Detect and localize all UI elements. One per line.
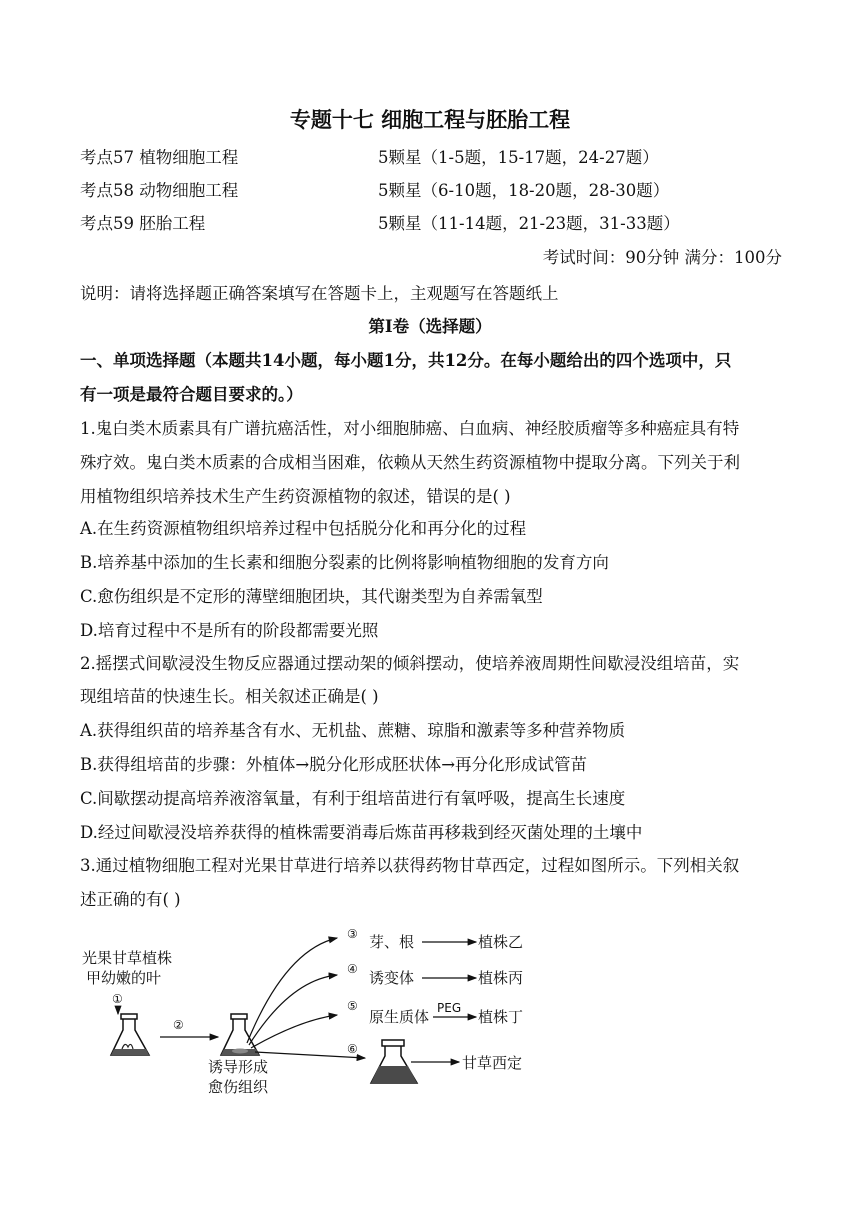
kaodian-58-name: 考点58 动物细胞工程 [80, 181, 239, 200]
branch-5-result: 植株丁 [478, 1008, 524, 1026]
exam-info: 考试时间：90分钟 满分：100分 [542, 248, 782, 267]
branch-5-arrow [251, 1015, 337, 1048]
branch-5-source: 原生质体 [369, 1008, 430, 1026]
branch-4-result: 植株丙 [478, 969, 524, 987]
kaodian-59-info: 5颗星（11-14题，21-23题，31-33题） [378, 214, 680, 233]
step-5-marker: ⑤ [347, 999, 358, 1013]
branch-6-arrow [255, 1052, 365, 1058]
question-3-line1: 3.通过植物细胞工程对光果甘草进行培养以获得药物甘草西定，过程如图所示。下列相关叙 [80, 856, 740, 875]
question-1-option-c: C.愈伤组织是不定形的薄壁细胞团块，其代谢类型为自养需氧型 [80, 587, 543, 606]
question-1-line2: 殊疗效。鬼白类木质素的合成相当困难，依赖从天然生药资源植物中提取分离。下列关于利 [80, 453, 740, 472]
branch-6-result: 甘草西定 [462, 1054, 523, 1072]
step-3-marker: ③ [347, 927, 358, 941]
branch-4-arrow [249, 975, 337, 1045]
question-3-line2: 述正确的有( ) [80, 890, 181, 909]
step-1-marker: ① [112, 992, 123, 1006]
branch-3-arrow [247, 938, 337, 1043]
question-2-line2: 现组培苗的快速生长。相关叙述正确是( ) [80, 687, 379, 706]
callus-label-line2: 愈伤组织 [208, 1078, 269, 1096]
question-1-line3: 用植物组织培养技术生产生药资源植物的叙述，错误的是( ) [80, 487, 511, 506]
callus-label-line1: 诱导形成 [208, 1058, 269, 1076]
flask-1-icon [111, 1014, 149, 1055]
flask-2-icon [221, 1014, 259, 1055]
question-2-line1: 2.摇摆式间歇浸没生物反应器通过摆动架的倾斜摆动，使培养液周期性间歇浸没组培苗，实 [80, 654, 740, 673]
question-1-option-d: D.培育过程中不是所有的阶段都需要光照 [80, 621, 379, 640]
kaodian-57-name: 考点57 植物细胞工程 [80, 148, 239, 167]
step-4-marker: ④ [347, 962, 358, 976]
flask-3-icon [371, 1040, 417, 1083]
section-heading-line2: 有一项是最符合题目要求的。） [80, 385, 303, 404]
page-title: 专题十七 细胞工程与胚胎工程 [289, 108, 571, 132]
plant-label-line1: 光果甘草植株 [82, 949, 173, 967]
peg-label: PEG [437, 1001, 462, 1015]
question-2-option-d: D.经过间歇浸没培养获得的植株需要消毒后炼苗再移栽到经灭菌处理的土壤中 [80, 823, 643, 842]
kaodian-57-info: 5颗星（1-5题，15-17题，24-27题） [378, 148, 659, 167]
kaodian-59-name: 考点59 胚胎工程 [80, 214, 206, 233]
question-1-line1: 1.鬼白类木质素具有广谱抗癌活性，对小细胞肺癌、白血病、神经胶质瘤等多种癌症具有特 [80, 419, 740, 438]
question-2-option-b: B.获得组培苗的步骤：外植体→脱分化形成胚状体→再分化形成试管苗 [80, 755, 588, 774]
branch-3-result: 植株乙 [478, 933, 524, 951]
branch-3-source: 芽、根 [369, 933, 415, 951]
section-heading-line1: 一、单项选择题（本题共14小题，每小题1分，共12分。在每小题给出的四个选项中，只 [80, 351, 732, 370]
branch-4-source: 诱变体 [369, 969, 415, 987]
volume-title: 第I卷（选择题） [368, 317, 492, 336]
question-2-option-c: C.间歇摆动提高培养液溶氧量，有利于组培苗进行有氧呼吸，提高生长速度 [80, 789, 626, 808]
step-6-marker: ⑥ [347, 1042, 358, 1056]
plant-label-line2: 甲幼嫩的叶 [86, 969, 162, 987]
question-1-option-a: A.在生药资源植物组织培养过程中包括脱分化和再分化的过程 [80, 519, 527, 538]
step-2-marker: ② [173, 1018, 184, 1032]
kaodian-58-info: 5颗星（6-10题，18-20题，28-30题） [378, 181, 670, 200]
question-1-option-b: B.培养基中添加的生长素和细胞分裂素的比例将影响植物细胞的发育方向 [80, 553, 609, 572]
question-2-option-a: A.获得组织苗的培养基含有水、无机盐、蔗糖、琼脂和激素等多种营养物质 [80, 721, 626, 740]
instructions-note: 说明：请将选择题正确答案填写在答题卡上，主观题写在答题纸上 [80, 284, 559, 303]
